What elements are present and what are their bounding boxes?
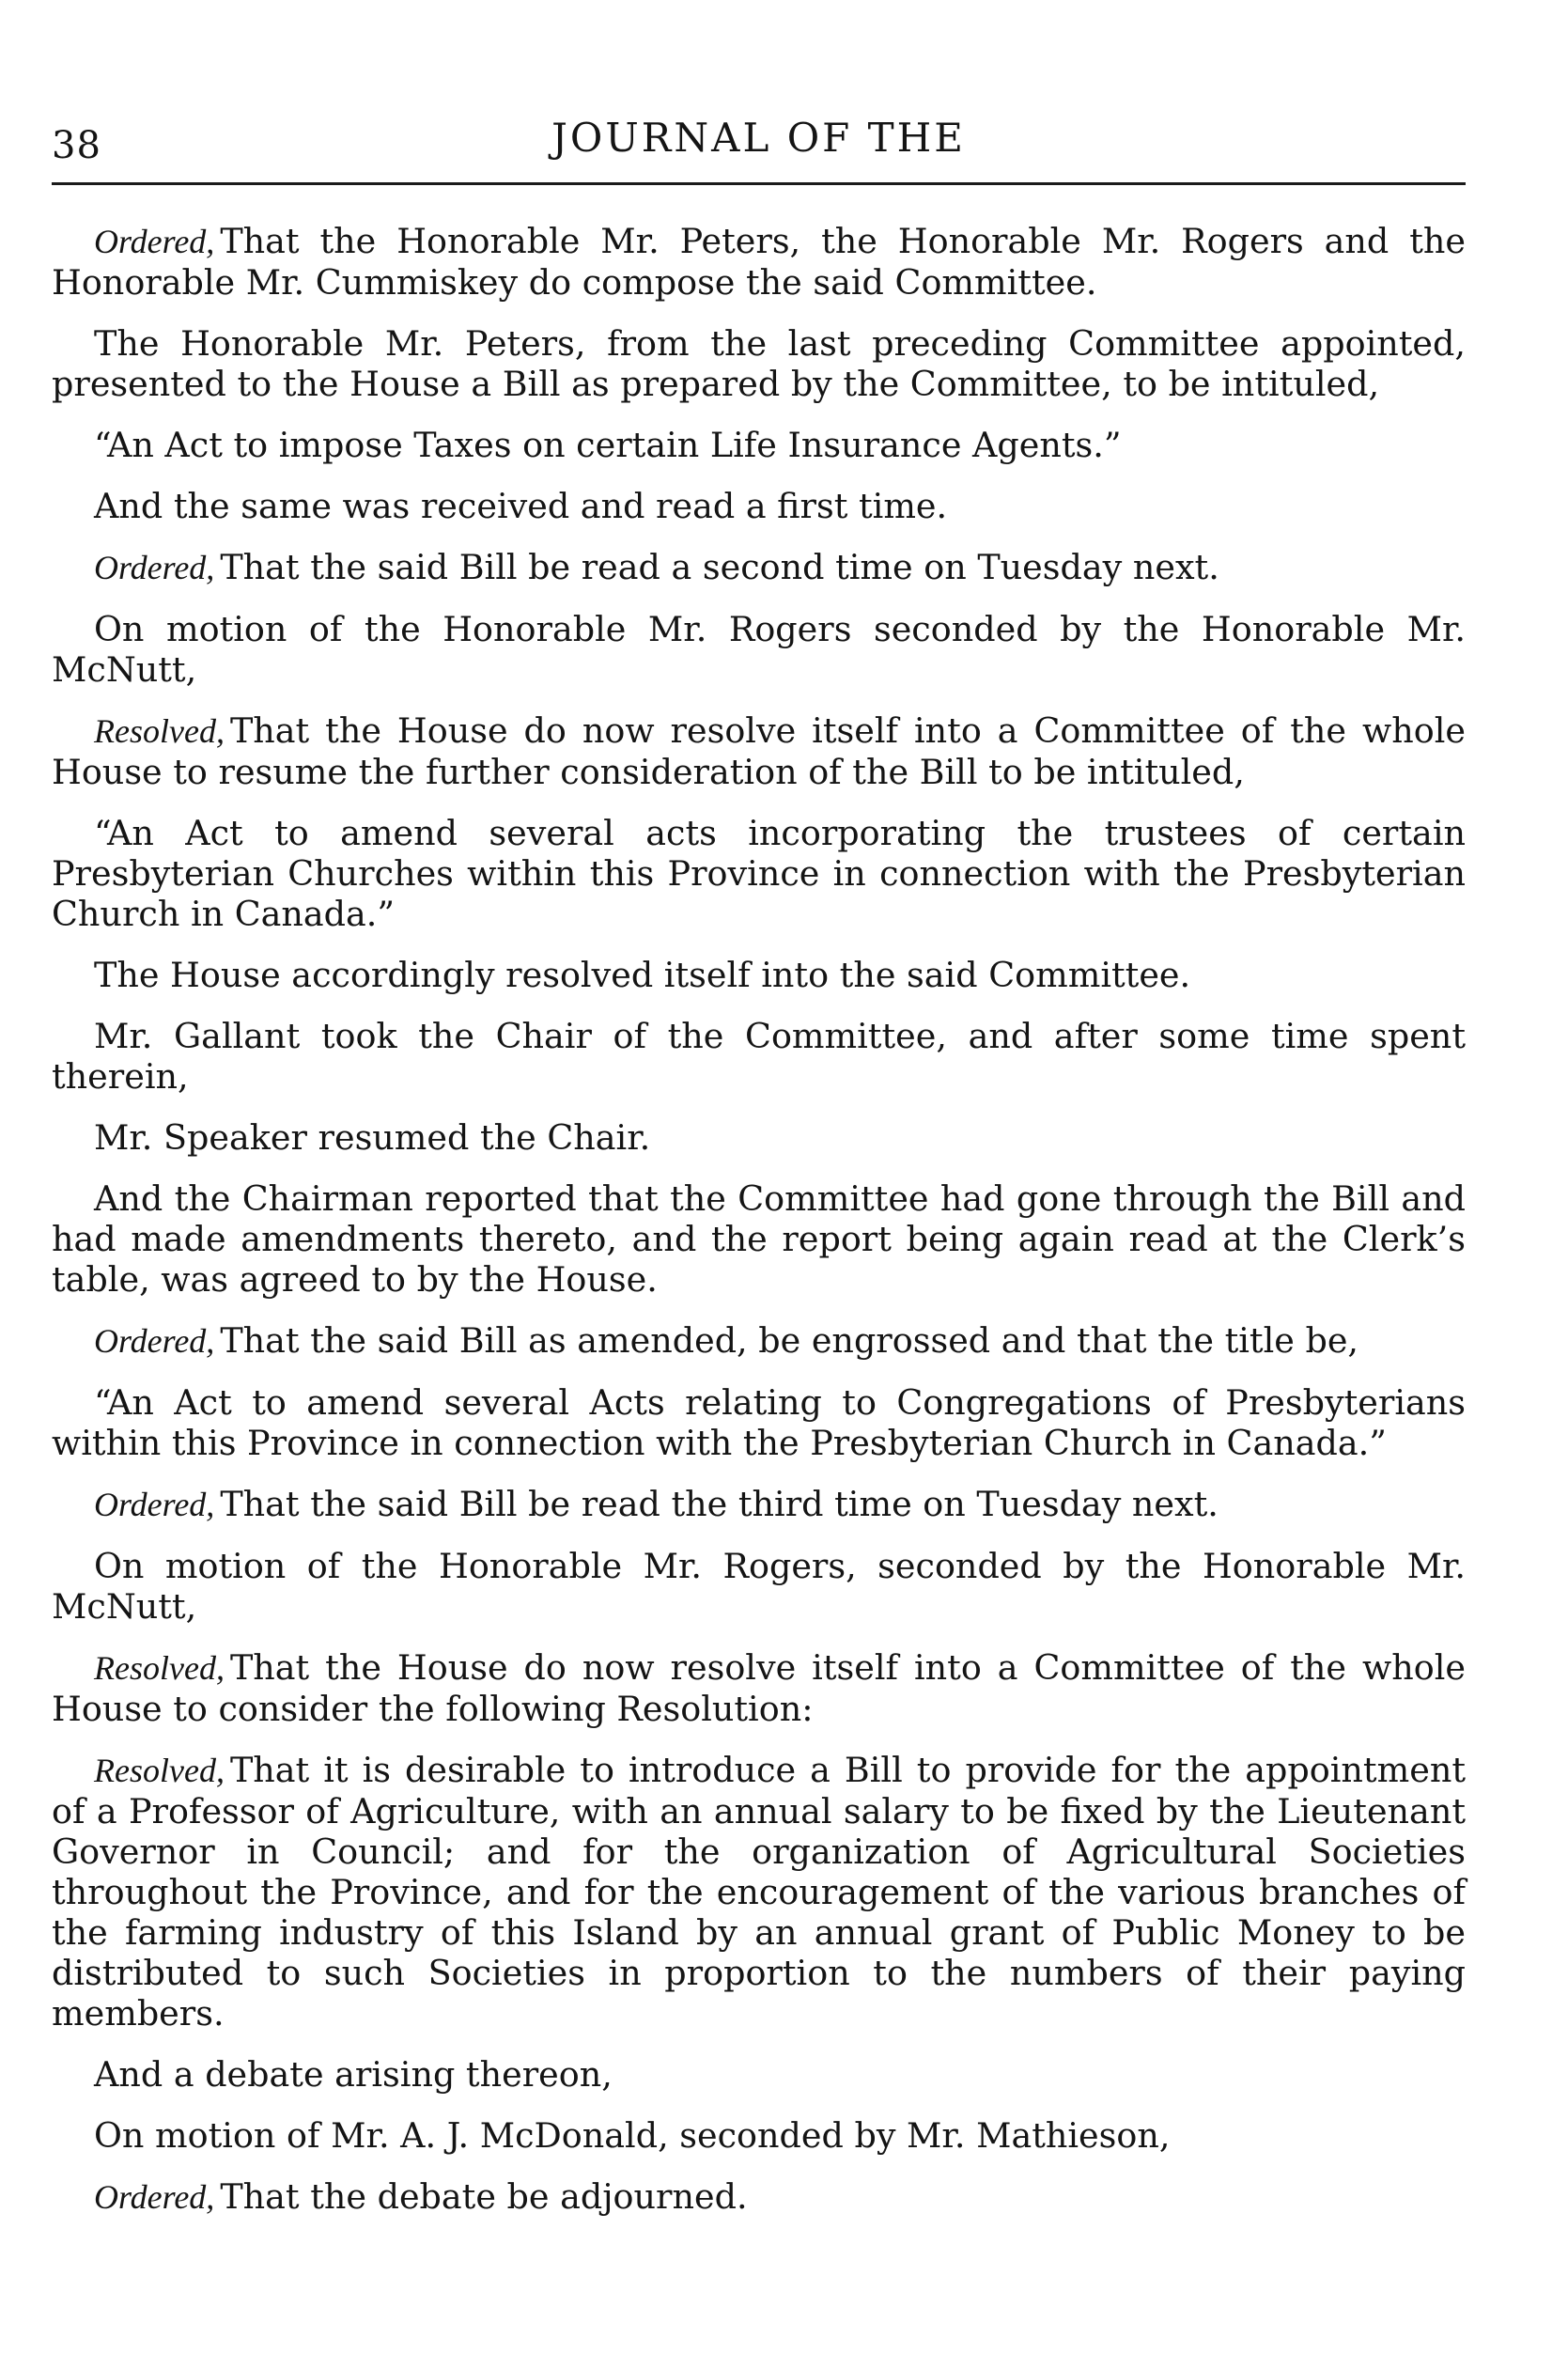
page-header: [52, 115, 1466, 171]
paragraph-adjourned-order: [52, 2176, 1466, 2218]
paragraph-speaker-resumed: [52, 1117, 1466, 1158]
paragraph-lead: Ordered,: [94, 223, 215, 260]
paragraph-chairman-report: [52, 1178, 1466, 1300]
paragraph-text: The House accordingly resolved itself into the said Committee.: [94, 955, 1191, 995]
paragraph-debate: [52, 2054, 1466, 2095]
paragraph-text: That the House do now resolve itself into a Committee of the whole House to consider the following Resolution:: [52, 1647, 1466, 1729]
paragraph-motion: [52, 609, 1466, 690]
journal-body: [52, 221, 1466, 2238]
paragraph-house-resolved: [52, 955, 1466, 995]
paragraph-text: That the debate be adjourned.: [220, 2176, 748, 2217]
paragraph-motion: [52, 2115, 1466, 2156]
paragraph-bill-title: [52, 425, 1466, 465]
paragraph-text: And the same was received and read a first time.: [94, 486, 948, 526]
paragraph-text: “An Act to amend several acts incorporating the trustees of certain Presbyterian Churches within this Province in connection with the Presbyterian Church in Canada.”: [52, 813, 1466, 934]
header-rule: [52, 182, 1466, 185]
paragraph-first-reading: [52, 486, 1466, 526]
paragraph-lead: Ordered,: [94, 2178, 215, 2216]
paragraph-lead: Resolved,: [94, 1649, 225, 1687]
paragraph-text: That it is desirable to introduce a Bill to provide for the appointment of a Professor of Agriculture, with an annual salary to be fixed by the Lieutenant Governor in Council; and for the organization of Agricultural Societies throughout the Province, and for the encouragement of the various branches of the farming industry of this Island by an annual grant of Public Money to be distributed to such Societies in proportion to the numbers of their paying members.: [52, 1750, 1466, 2034]
paragraph-bill-title: [52, 1382, 1466, 1463]
paragraph-text: The Honorable Mr. Peters, from the last preceding Committee appointed, presented to the House a Bill as prepared by the Committee, to be intituled,: [52, 323, 1466, 404]
paragraph-lead: Ordered,: [94, 549, 215, 586]
paragraph-text: On motion of Mr. A. J. McDonald, seconded by Mr. Mathieson,: [94, 2115, 1171, 2156]
paragraph-lead: Ordered,: [94, 1322, 215, 1360]
paragraph-text: On motion of the Honorable Mr. Rogers seconded by the Honorable Mr. McNutt,: [52, 609, 1466, 690]
paragraph-second-reading-order: [52, 547, 1466, 588]
paragraph-text: And a debate arising thereon,: [94, 2054, 613, 2095]
paragraph-third-reading-order: [52, 1484, 1466, 1525]
paragraph-lead: Resolved,: [94, 1752, 225, 1789]
page-number: 38: [52, 124, 101, 167]
paragraph-text: Mr. Speaker resumed the Chair.: [94, 1117, 651, 1158]
paragraph-chair-taken: [52, 1016, 1466, 1097]
paragraph-bill-title: [52, 813, 1466, 934]
paragraph-text: That the said Bill be read a second time on Tuesday next.: [220, 547, 1219, 587]
paragraph-committee-composition: [52, 221, 1466, 303]
running-title: JOURNAL OF THE: [551, 115, 966, 161]
paragraph-text: “An Act to impose Taxes on certain Life Insurance Agents.”: [94, 425, 1122, 465]
paragraph-text: On motion of the Honorable Mr. Rogers, seconded by the Honorable Mr. McNutt,: [52, 1546, 1466, 1627]
paragraph-text: That the Honorable Mr. Peters, the Honorable Mr. Rogers and the Honorable Mr. Cummiskey do compose the said Committee.: [52, 221, 1466, 303]
paragraph-text: Mr. Gallant took the Chair of the Committee, and after some time spent therein,: [52, 1016, 1466, 1097]
paragraph-bill-presented: [52, 323, 1466, 404]
paragraph-resolved-committee: [52, 710, 1466, 792]
paragraph-text: And the Chairman reported that the Committee had gone through the Bill and had made amendments thereto, and the report being again read at the Clerk’s table, was agreed to by the House.: [52, 1178, 1466, 1300]
paragraph-resolved-committee: [52, 1647, 1466, 1729]
paragraph-lead: Ordered,: [94, 1486, 215, 1523]
paragraph-engrossed-order: [52, 1320, 1466, 1362]
paragraph-text: That the House do now resolve itself into a Committee of the whole House to resume the further consideration of the Bill to be intituled,: [52, 710, 1466, 792]
paragraph-lead: Resolved,: [94, 712, 225, 750]
paragraph-text: That the said Bill as amended, be engrossed and that the title be,: [220, 1320, 1359, 1361]
paragraph-motion: [52, 1546, 1466, 1627]
paragraph-text: That the said Bill be read the third time on Tuesday next.: [220, 1484, 1219, 1524]
paragraph-resolution-text: [52, 1750, 1466, 2034]
paragraph-text: “An Act to amend several Acts relating to Congregations of Presbyterians within this Province in connection with the Presbyterian Church in Canada.”: [52, 1382, 1466, 1463]
